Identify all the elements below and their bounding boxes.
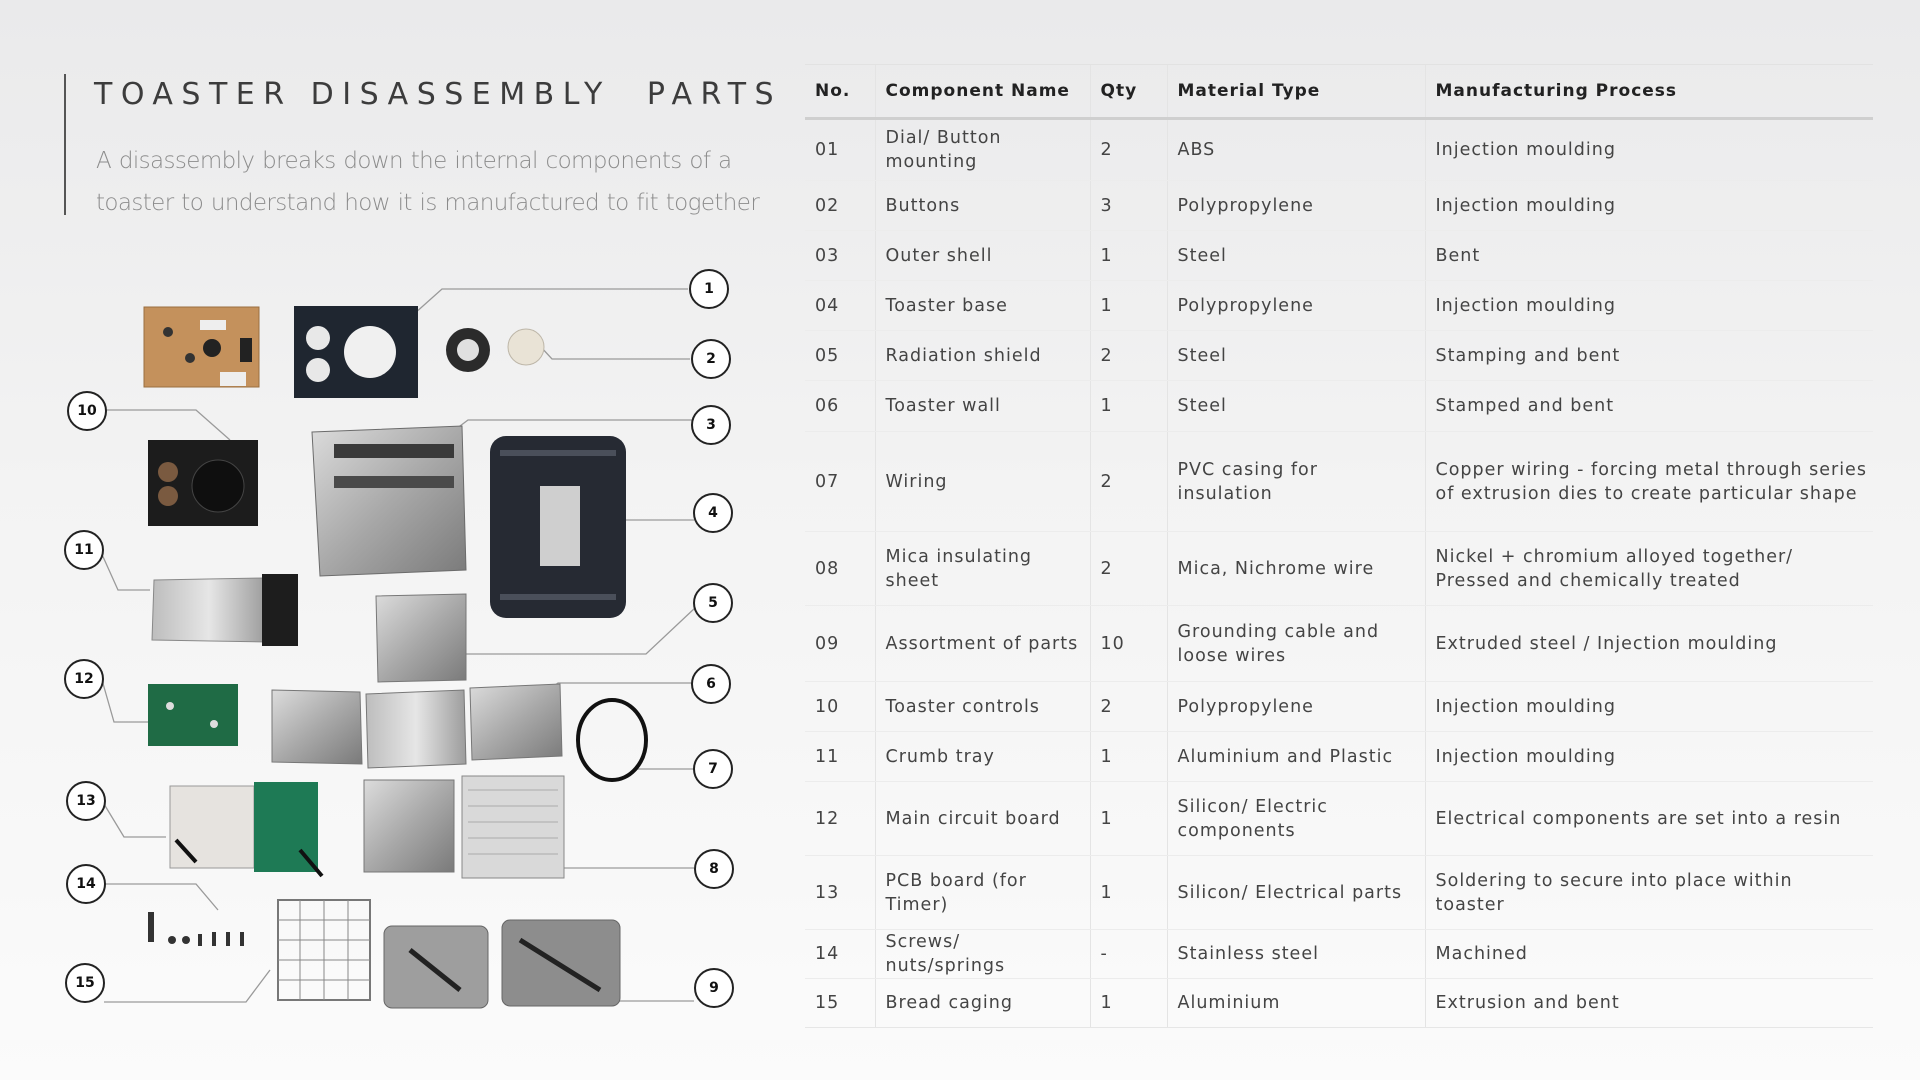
cell-no: 15 bbox=[805, 979, 875, 1028]
part-crumb-tray-image bbox=[152, 574, 298, 646]
cell-process: Stamped and bent bbox=[1425, 381, 1873, 432]
part-toaster-base-image bbox=[490, 436, 626, 618]
cell-no: 07 bbox=[805, 432, 875, 532]
part-pcb-board-image bbox=[170, 782, 322, 876]
cell-process: Injection moulding bbox=[1425, 119, 1873, 181]
callout-6: 6 bbox=[691, 664, 731, 704]
cell-component-name: Mica insulating sheet bbox=[875, 532, 1090, 606]
cell-process: Injection moulding bbox=[1425, 181, 1873, 231]
callout-7: 7 bbox=[693, 749, 733, 789]
cell-no: 13 bbox=[805, 856, 875, 930]
cell-qty: 2 bbox=[1090, 119, 1167, 181]
cell-component-name: Buttons bbox=[875, 181, 1090, 231]
cell-component-name: PCB board (for Timer) bbox=[875, 856, 1090, 930]
cell-component-name: Bread caging bbox=[875, 979, 1090, 1028]
cell-component-name: Toaster base bbox=[875, 281, 1090, 331]
cell-no: 10 bbox=[805, 682, 875, 732]
cell-process: Copper wiring - forcing metal through series of extrusion dies to create particular shape bbox=[1425, 432, 1873, 532]
table-row bbox=[805, 732, 1873, 782]
cell-material: Steel bbox=[1167, 331, 1425, 381]
callout-2: 2 bbox=[691, 339, 731, 379]
table-row bbox=[805, 181, 1873, 231]
cell-component-name: Crumb tray bbox=[875, 732, 1090, 782]
cell-qty: 3 bbox=[1090, 181, 1167, 231]
cell-qty: 1 bbox=[1090, 856, 1167, 930]
table-row bbox=[805, 682, 1873, 732]
callout-10: 10 bbox=[67, 391, 107, 431]
cell-qty: 2 bbox=[1090, 682, 1167, 732]
table-row bbox=[805, 432, 1873, 532]
cell-component-name: Toaster wall bbox=[875, 381, 1090, 432]
cell-qty: - bbox=[1090, 930, 1167, 979]
cell-component-name: Outer shell bbox=[875, 231, 1090, 281]
cell-component-name: Screws/ nuts/springs bbox=[875, 930, 1090, 979]
cell-material: PVC casing for insulation bbox=[1167, 432, 1425, 532]
cell-qty: 10 bbox=[1090, 606, 1167, 682]
cell-material: Polypropylene bbox=[1167, 181, 1425, 231]
table-row bbox=[805, 930, 1873, 979]
cell-material: Polypropylene bbox=[1167, 682, 1425, 732]
part-radiation-shield-image bbox=[376, 594, 466, 682]
table-row bbox=[805, 381, 1873, 432]
column-header-component-name: Component Name bbox=[875, 65, 1090, 119]
cell-component-name: Toaster controls bbox=[875, 682, 1090, 732]
cell-no: 06 bbox=[805, 381, 875, 432]
cell-component-name: Main circuit board bbox=[875, 782, 1090, 856]
callout-1: 1 bbox=[689, 269, 729, 309]
callout-8: 8 bbox=[694, 849, 734, 889]
part-wiring-image bbox=[578, 700, 646, 780]
cell-component-name: Wiring bbox=[875, 432, 1090, 532]
cell-material: Steel bbox=[1167, 231, 1425, 281]
cell-no: 02 bbox=[805, 181, 875, 231]
cell-material: Silicon/ Electric components bbox=[1167, 782, 1425, 856]
column-header-qty: Qty bbox=[1090, 65, 1167, 119]
cell-process: Injection moulding bbox=[1425, 281, 1873, 331]
table-header-row bbox=[805, 65, 1873, 119]
cell-component-name: Assortment of parts bbox=[875, 606, 1090, 682]
table-row bbox=[805, 532, 1873, 606]
title-block bbox=[64, 74, 783, 216]
cell-process: Nickel + chromium alloyed together/ Pressed and chemically treated bbox=[1425, 532, 1873, 606]
part-toaster-wall-image bbox=[272, 684, 562, 768]
cell-no: 09 bbox=[805, 606, 875, 682]
cell-qty: 2 bbox=[1090, 331, 1167, 381]
cell-qty: 1 bbox=[1090, 231, 1167, 281]
cell-material: Aluminium bbox=[1167, 979, 1425, 1028]
parts-diagram bbox=[0, 250, 790, 1030]
part-bread-caging-image bbox=[278, 900, 370, 1000]
cell-no: 03 bbox=[805, 231, 875, 281]
cell-material: Mica, Nichrome wire bbox=[1167, 532, 1425, 606]
parts-table bbox=[805, 64, 1873, 1028]
cell-qty: 1 bbox=[1090, 782, 1167, 856]
column-header-no: No. bbox=[805, 65, 875, 119]
cell-component-name: Radiation shield bbox=[875, 331, 1090, 381]
cell-no: 12 bbox=[805, 782, 875, 856]
cell-material: Silicon/ Electrical parts bbox=[1167, 856, 1425, 930]
cell-no: 11 bbox=[805, 732, 875, 782]
part-mica-sheet-image bbox=[364, 776, 564, 878]
cell-process: Soldering to secure into place within toaster bbox=[1425, 856, 1873, 930]
table-row bbox=[805, 231, 1873, 281]
cell-material: ABS bbox=[1167, 119, 1425, 181]
cell-qty: 1 bbox=[1090, 732, 1167, 782]
part-buttons-image bbox=[446, 328, 544, 372]
cell-process: Injection moulding bbox=[1425, 732, 1873, 782]
column-header-material-type: Material Type bbox=[1167, 65, 1425, 119]
page-subtitle: A disassembly breaks down the internal components of a toaster to understand how it is manufactured to fit together bbox=[96, 148, 760, 216]
cell-no: 05 bbox=[805, 331, 875, 381]
callout-5: 5 bbox=[693, 583, 733, 623]
cell-process: Stamping and bent bbox=[1425, 331, 1873, 381]
part-main-circuit-board-image bbox=[148, 684, 238, 746]
part-dial-mounting-image bbox=[294, 306, 418, 398]
part-toaster-controls-image bbox=[148, 440, 258, 526]
callout-9: 9 bbox=[694, 968, 734, 1008]
cell-no: 14 bbox=[805, 930, 875, 979]
cell-material: Steel bbox=[1167, 381, 1425, 432]
part-assortment-image bbox=[384, 920, 620, 1008]
part-outer-shell-image bbox=[312, 426, 466, 576]
cell-qty: 1 bbox=[1090, 979, 1167, 1028]
table-row bbox=[805, 119, 1873, 181]
cell-process: Electrical components are set into a resin bbox=[1425, 782, 1873, 856]
cell-qty: 1 bbox=[1090, 381, 1167, 432]
cell-no: 08 bbox=[805, 532, 875, 606]
cell-qty: 1 bbox=[1090, 281, 1167, 331]
cell-no: 04 bbox=[805, 281, 875, 331]
cell-qty: 2 bbox=[1090, 432, 1167, 532]
callout-13: 13 bbox=[66, 781, 106, 821]
table-row bbox=[805, 979, 1873, 1028]
cell-material: Polypropylene bbox=[1167, 281, 1425, 331]
cell-material: Aluminium and Plastic bbox=[1167, 732, 1425, 782]
table-row bbox=[805, 606, 1873, 682]
table-row bbox=[805, 782, 1873, 856]
cell-process: Extrusion and bent bbox=[1425, 979, 1873, 1028]
callout-11: 11 bbox=[64, 530, 104, 570]
cell-material: Grounding cable and loose wires bbox=[1167, 606, 1425, 682]
cell-material: Stainless steel bbox=[1167, 930, 1425, 979]
cell-process: Machined bbox=[1425, 930, 1873, 979]
cell-qty: 2 bbox=[1090, 532, 1167, 606]
cell-process: Injection moulding bbox=[1425, 682, 1873, 732]
table-row bbox=[805, 281, 1873, 331]
callout-14: 14 bbox=[66, 864, 106, 904]
part-pcb-timer-image bbox=[144, 307, 259, 387]
callout-12: 12 bbox=[64, 659, 104, 699]
table-row bbox=[805, 331, 1873, 381]
column-header-manufacturing-process: Manufacturing Process bbox=[1425, 65, 1873, 119]
cell-component-name: Dial/ Button mounting bbox=[875, 119, 1090, 181]
callout-15: 15 bbox=[65, 963, 105, 1003]
cell-process: Extruded steel / Injection moulding bbox=[1425, 606, 1873, 682]
cell-process: Bent bbox=[1425, 231, 1873, 281]
callout-3: 3 bbox=[691, 405, 731, 445]
parts-illustration bbox=[0, 250, 790, 1030]
cell-no: 01 bbox=[805, 119, 875, 181]
part-screws-image bbox=[148, 912, 244, 946]
page-title: TOASTER DISASSEMBLY PARTS bbox=[94, 77, 783, 112]
callout-4: 4 bbox=[693, 493, 733, 533]
table-row bbox=[805, 856, 1873, 930]
